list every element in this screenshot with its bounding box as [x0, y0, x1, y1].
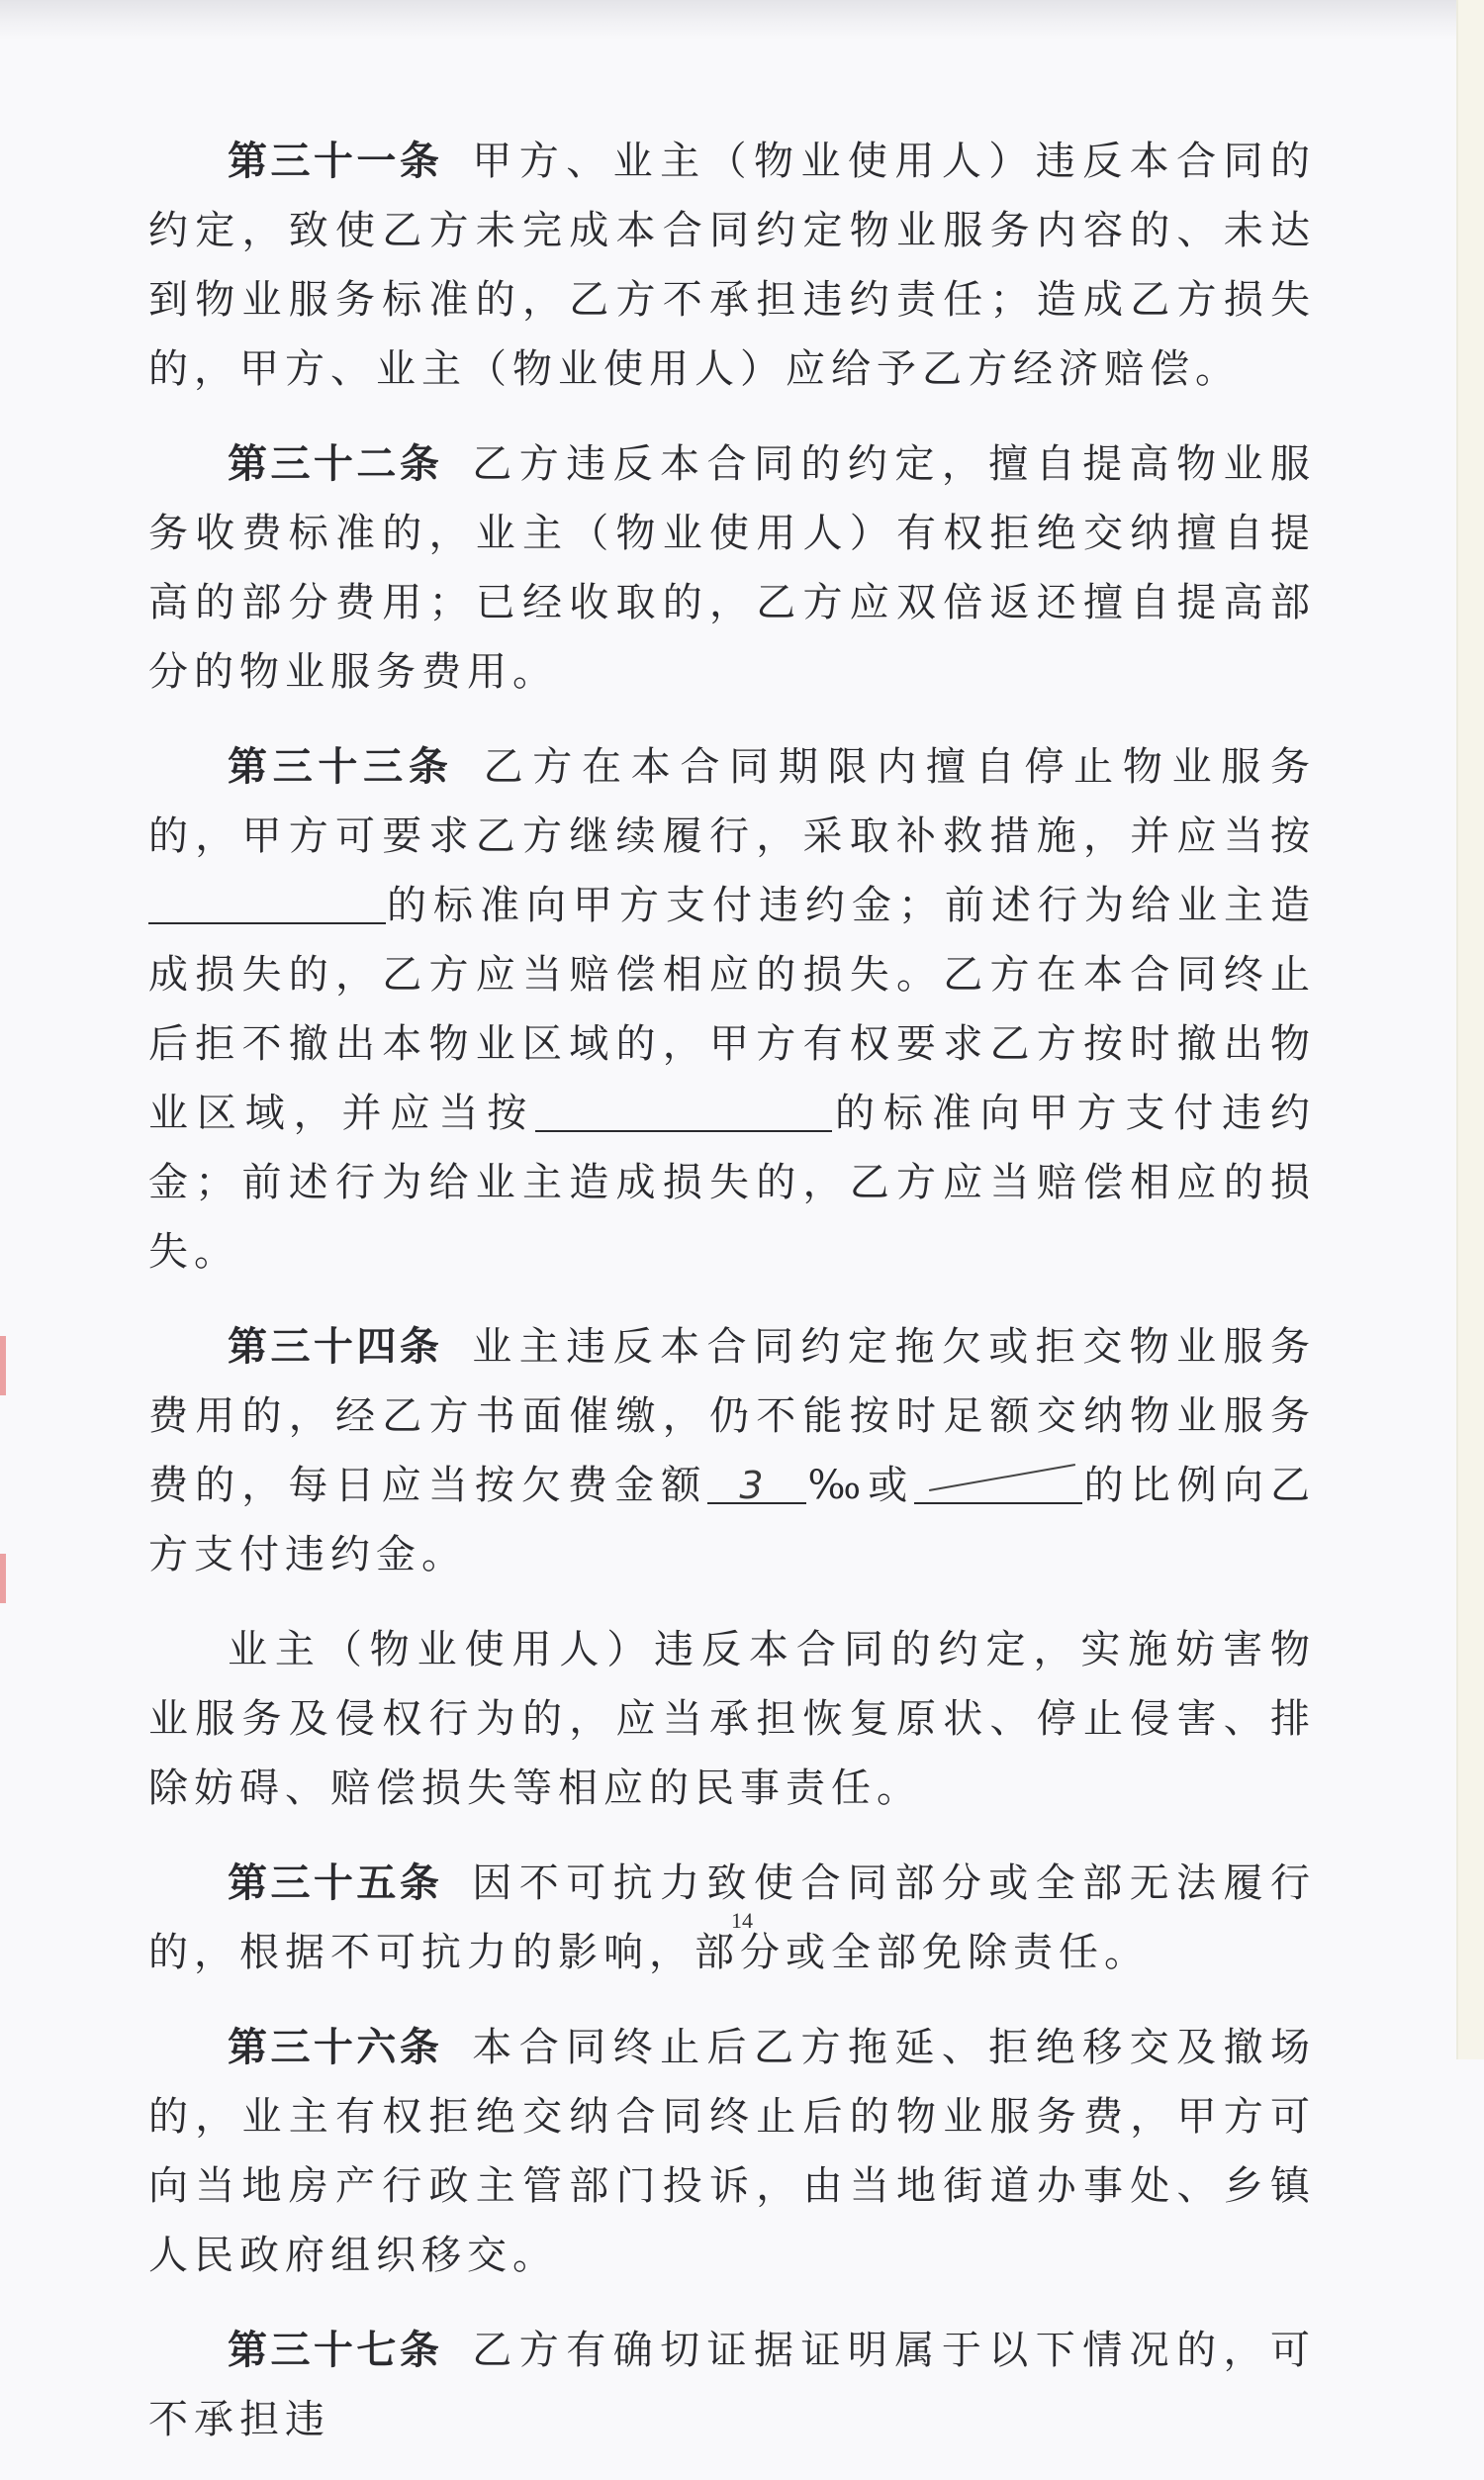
fill-blank-crossed[interactable]	[914, 1457, 1082, 1504]
article-33	[148, 732, 1316, 1287]
article-label: 第三十五条	[228, 1860, 443, 1906]
article-text: 因不可抗力致使合同部分或全部无法履行的，根据不可抗力的影响，部分或全部免除责任。	[148, 1860, 1317, 1975]
article-34	[148, 1312, 1316, 1589]
article-text: 业主违反本合同约定拖欠或拒交物业服务费用的，经乙方书面催缴，仍不能按时足额交纳物业服务费的，每日应当按欠费金额	[148, 1324, 1317, 1508]
article-label: 第三十七条	[228, 2327, 443, 2373]
seal-edge-mark	[0, 1554, 6, 1603]
article-36	[148, 2013, 1316, 2290]
article-label: 第三十四条	[228, 1323, 443, 1370]
strike-line	[929, 1464, 1075, 1491]
article-label: 第三十一条	[228, 138, 443, 184]
document-page	[148, 127, 1316, 2480]
fill-blank-rate[interactable]	[707, 1457, 806, 1507]
article-text: 乙方违反本合同的约定，擅自提高物业服务收费标准的，业主（物业使用人）有权拒绝交纳擅自提高的部分费用；已经收取的，乙方应双倍返还擅自提高部分的物业服务费用。	[148, 441, 1317, 695]
article-text: 乙方在本合同期限内擅自停止物业服务的，甲方可要求乙方继续履行，采取补救措施，并应当按	[148, 744, 1317, 859]
article-text: 的标准向甲方支付违约金；前述行为给业主造成损失的，乙方应当赔偿相应的损失。	[148, 1091, 1317, 1275]
article-text: 的标准向甲方支付违约金；前述行为给业主造成损失的，乙方应当赔偿相应的损失。乙方在本合同终止后拒不撤出本物业区域的，甲方有权要求乙方按时撤出物业区域，并应当按	[148, 883, 1316, 1136]
article-32	[148, 429, 1316, 707]
article-label: 第三十六条	[228, 2024, 443, 2070]
article-37	[148, 2316, 1316, 2454]
article-text: 业主（物业使用人）违反本合同的约定，实施妨害物业服务及侵权行为的，应当承担恢复原状、停止侵害、排除妨碍、赔偿损失等相应的民事责任。	[148, 1627, 1316, 1811]
fill-blank[interactable]	[148, 877, 386, 924]
article-text: ‰或	[806, 1463, 915, 1508]
article-text: 的比例向乙方支付违约金。	[148, 1463, 1317, 1577]
article-text: 本合同终止后乙方拖延、拒绝移交及撤场的，业主有权拒绝交纳合同终止后的物业服务费，甲方可向当地房产行政主管部门投诉，由当地街道办事处、乡镇人民政府组织移交。	[148, 2025, 1317, 2278]
article-text: 乙方有确切证据证明属于以下情况的，可不承担违	[148, 2328, 1317, 2442]
article-31	[148, 127, 1316, 404]
article-label: 第三十二条	[228, 440, 443, 487]
fill-blank[interactable]	[535, 1085, 832, 1132]
article-text: 甲方、业主（物业使用人）违反本合同的约定，致使乙方未完成本合同约定物业服务内容的、未达到物业服务标准的，乙方不承担违约责任；造成乙方损失的，甲方、业主（物业使用人）应给予乙方经济赔偿。	[148, 139, 1317, 392]
page-number: 14	[731, 1908, 753, 1933]
scan-top-shadow	[0, 0, 1484, 40]
article-label: 第三十三条	[228, 743, 454, 790]
handwritten-value: 3	[739, 1464, 764, 1507]
article-34-paragraph-2	[148, 1615, 1316, 1823]
page-edge	[1456, 0, 1484, 2059]
seal-edge-mark	[0, 1336, 6, 1395]
